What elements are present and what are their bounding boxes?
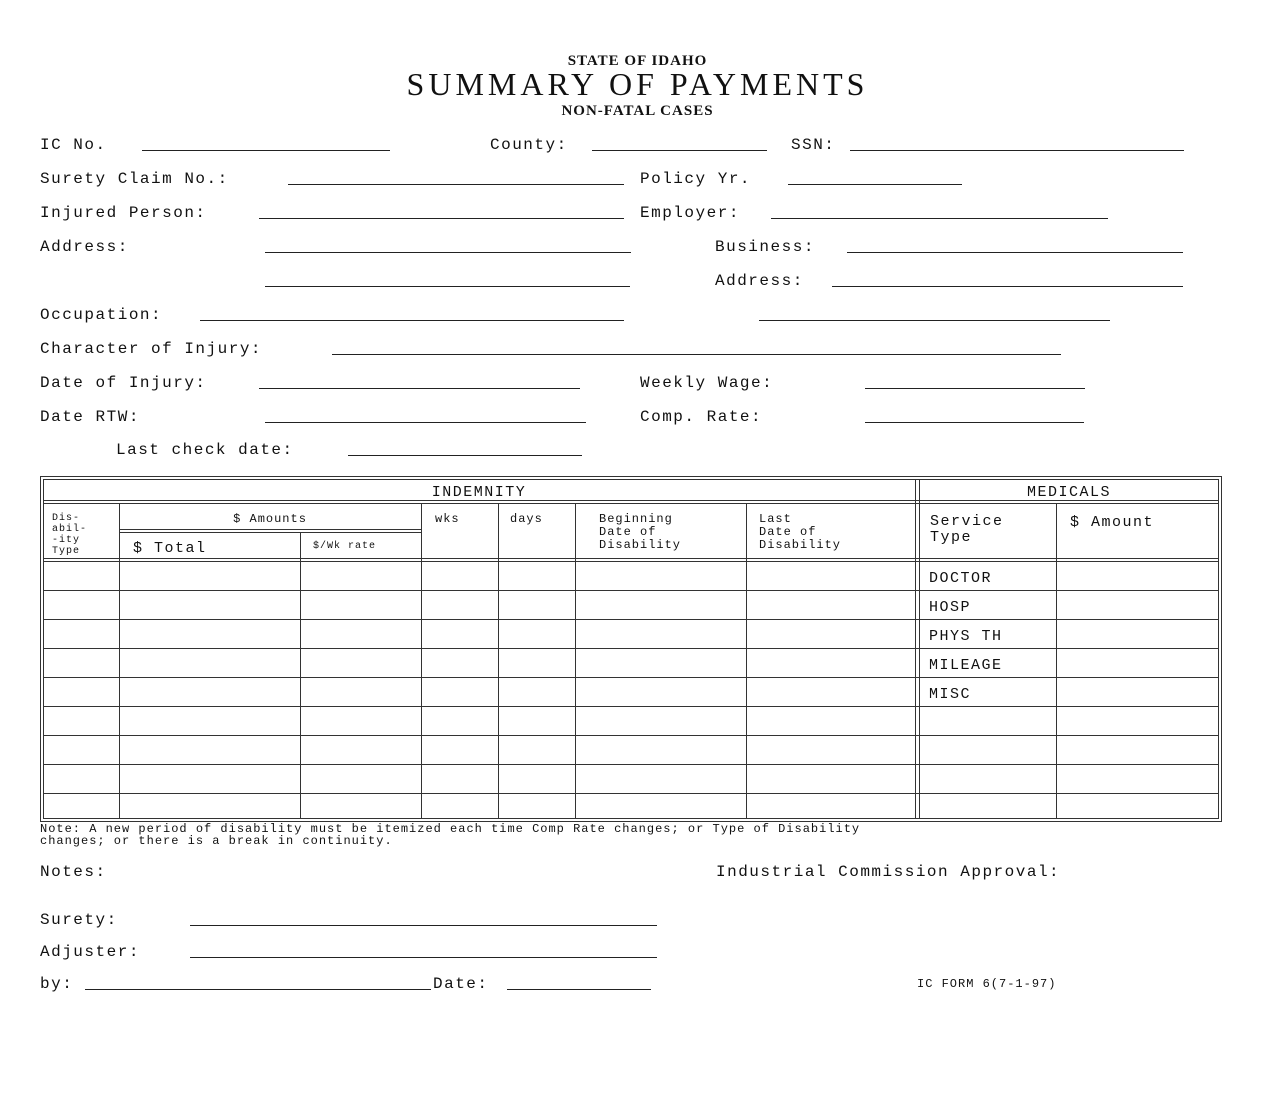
policy-yr-label: Policy Yr. — [640, 170, 752, 188]
last-check-date-label: Last check date: — [116, 441, 294, 459]
date-rtw-field[interactable] — [265, 422, 586, 423]
col-last-date: Last Date of Disability — [759, 512, 842, 552]
disability-note: Note: A new period of disability must be itemized each time Comp Rate changes; or Type of Disability changes; or there is a break in continuity. — [40, 822, 861, 848]
notes-label: Notes: — [40, 863, 107, 881]
comp-rate-label: Comp. Rate: — [640, 408, 763, 426]
surety-claim-no-field[interactable] — [288, 184, 624, 185]
character-of-injury-label: Character of Injury: — [40, 340, 263, 358]
county-field[interactable] — [592, 150, 767, 151]
service-type-doctor: DOCTOR — [929, 570, 993, 587]
medicals-header: MEDICALS — [1026, 484, 1111, 501]
occupation-field[interactable] — [200, 320, 624, 321]
service-type-phys-th: PHYS TH — [929, 628, 1003, 645]
date-label: Date: — [433, 975, 489, 993]
county-label: County: — [490, 136, 568, 154]
form-id: IC FORM 6(7-1-97) — [917, 977, 1057, 991]
surety-claim-no-label: Surety Claim No.: — [40, 170, 229, 188]
approval-label: Industrial Commission Approval: — [716, 863, 1061, 881]
ssn-label: SSN: — [791, 136, 836, 154]
date-field[interactable] — [507, 989, 651, 990]
service-type-mileage: MILEAGE — [929, 657, 1003, 674]
surety-field[interactable] — [190, 925, 657, 926]
surety-label: Surety: — [40, 911, 118, 929]
date-rtw-label: Date RTW: — [40, 408, 140, 426]
injured-person-label: Injured Person: — [40, 204, 207, 222]
col-disability-type: Dis- abil- -ity Type — [52, 513, 88, 557]
col-wks: wks — [435, 512, 460, 526]
adjuster-label: Adjuster: — [40, 943, 140, 961]
by-label: by: — [40, 975, 74, 993]
col-amounts: $ Amounts — [233, 512, 307, 526]
occupation-label: Occupation: — [40, 306, 163, 324]
business-label: Business: — [715, 238, 815, 256]
col-service-type: Service Type — [930, 513, 1004, 546]
weekly-wage-label: Weekly Wage: — [640, 374, 774, 392]
employer-label: Employer: — [640, 204, 740, 222]
weekly-wage-field[interactable] — [865, 388, 1085, 389]
col-beginning-date: Beginning Date of Disability — [599, 512, 682, 552]
injured-person-field[interactable] — [259, 218, 624, 219]
policy-yr-field[interactable] — [788, 184, 962, 185]
business-field[interactable] — [847, 252, 1183, 253]
col-wk-rate: $/Wk rate — [313, 541, 377, 552]
indemnity-header: INDEMNITY — [431, 484, 527, 501]
page-subtitle: NON-FATAL CASES — [561, 103, 714, 119]
service-type-hosp: HOSP — [929, 599, 972, 616]
page-title: SUMMARY OF PAYMENTS — [406, 66, 869, 102]
by-field[interactable] — [85, 989, 431, 990]
service-type-misc: MISC — [929, 686, 972, 703]
address-field-1[interactable] — [265, 252, 631, 253]
address-field-2[interactable] — [265, 286, 630, 287]
col-amount: $ Amount — [1070, 514, 1155, 531]
last-check-date-field[interactable] — [348, 455, 582, 456]
date-of-injury-label: Date of Injury: — [40, 374, 207, 392]
address-label: Address: — [40, 238, 129, 256]
ic-no-label: IC No. — [40, 136, 107, 154]
business-address-label: Address: — [715, 272, 804, 290]
character-of-injury-field[interactable] — [332, 354, 1061, 355]
ic-no-field[interactable] — [142, 150, 390, 151]
col-total: $ Total — [133, 540, 207, 557]
col-days: days — [510, 512, 543, 526]
employer-field[interactable] — [771, 218, 1108, 219]
adjuster-field[interactable] — [190, 957, 657, 958]
business-address-field-1[interactable] — [832, 286, 1183, 287]
comp-rate-field[interactable] — [865, 422, 1084, 423]
business-address-field-2[interactable] — [759, 320, 1110, 321]
ssn-field[interactable] — [850, 150, 1184, 151]
state-heading: STATE OF IDAHO — [567, 53, 708, 69]
date-of-injury-field[interactable] — [259, 388, 580, 389]
